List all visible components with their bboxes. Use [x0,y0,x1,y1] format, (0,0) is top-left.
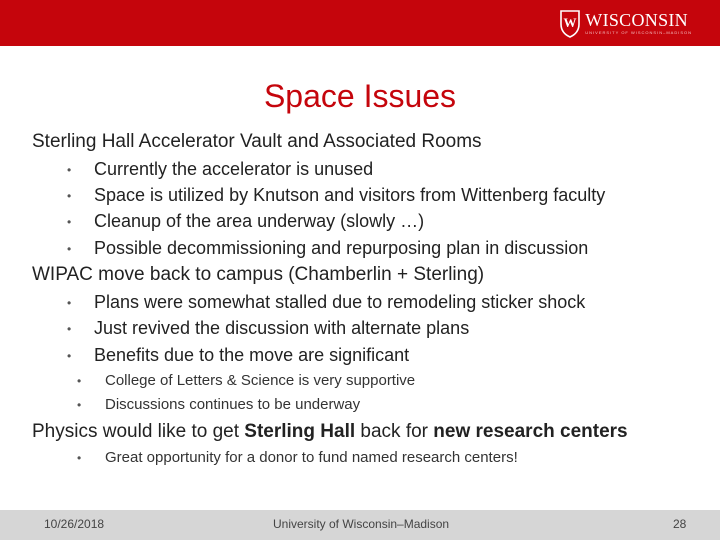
bullet-marker: • [67,349,72,363]
emphasis-sterling-hall: Sterling Hall [244,421,356,442]
sub-bullet-marker: • [77,374,82,388]
bullet-marker: • [67,242,72,256]
header-bar [0,0,720,46]
section-heading-physics [32,421,628,443]
crest-icon [559,8,581,38]
logo-wordmark: WISCONSIN [585,10,688,30]
footer-institution: University of Wisconsin–Madison [273,517,450,531]
page-number: 28 [673,517,687,531]
university-logo [559,6,692,40]
bullet-marker: • [67,215,72,229]
sub-bullet-marker: • [77,398,82,412]
bullet-item: Cleanup of the area underway (slowly …) [94,211,425,231]
heading-text: back for [355,421,434,442]
section-heading-wipac: WIPAC move back to campus (Chamberlin + Sterling) [32,264,485,285]
sub-bullet-marker: • [77,451,82,465]
slide-title: Space Issues [263,78,457,114]
bullet-marker: • [67,322,72,336]
bullet-marker: • [67,296,72,310]
bullet-item: Currently the accelerator is unused [94,159,374,179]
bullet-item: Plans were somewhat stalled due to remodeling sticker shock [94,292,586,312]
bullet-item: Space is utilized by Knutson and visitors from Wittenberg faculty [94,185,606,205]
bullet-item: Possible decommissioning and repurposing plan in discussion [94,238,589,258]
logo-subtext: UNIVERSITY OF WISCONSIN–MADISON [585,30,692,35]
bullet-item: Just revived the discussion with alternate plans [94,318,470,338]
bullet-marker: • [67,189,72,203]
emphasis-research-centers: new research centers [433,421,628,442]
sub-bullet-item: Great opportunity for a donor to fund named research centers! [105,449,518,466]
bullet-marker: • [67,163,72,177]
heading-text: Physics would like to get [32,421,245,442]
sub-bullet-item: College of Letters & Science is very supportive [105,372,416,389]
section-heading-sterling: Sterling Hall Accelerator Vault and Associated Rooms [32,131,482,152]
sub-bullet-item: Discussions continues to be underway [105,396,361,413]
bullet-item: Benefits due to the move are significant [94,345,410,365]
footer-date: 10/26/2018 [44,517,105,531]
svg-text:W: W [563,15,577,30]
